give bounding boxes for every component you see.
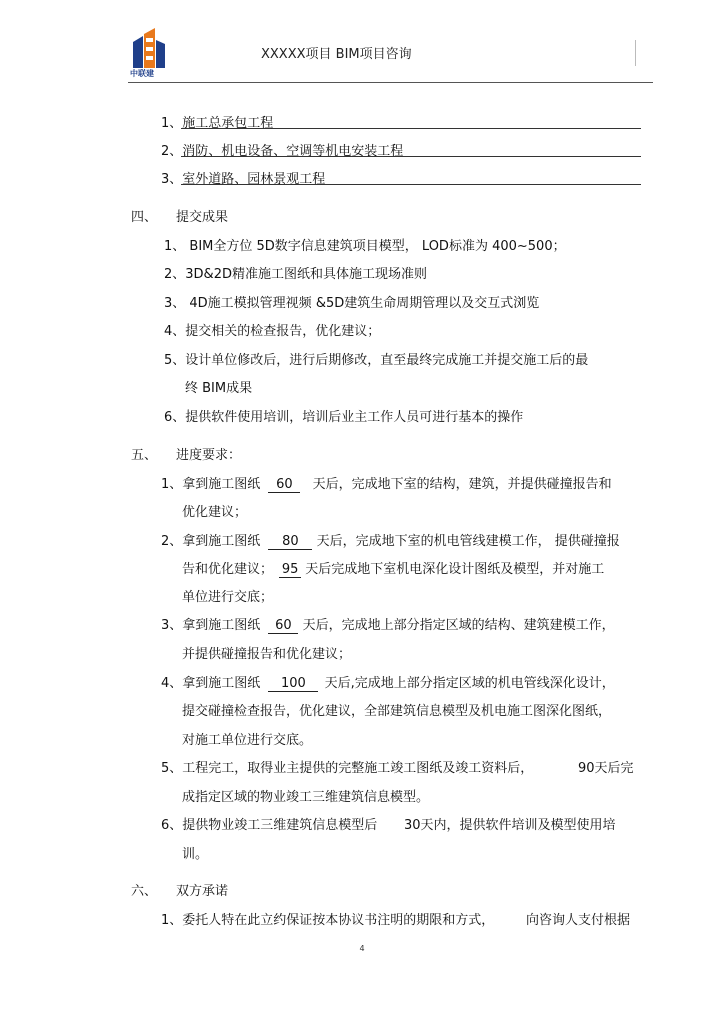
schedule-item-4-text-a: 4、拿到施工图纸 (161, 676, 261, 691)
header-divider (128, 82, 653, 83)
logo-text: 中联建 (130, 69, 154, 78)
schedule-item-3 (161, 614, 615, 634)
section-4-item-5-cont: 终 BIM成果 (185, 381, 253, 396)
schedule-item-5-cont: 成指定区域的物业竣工三维建筑信息模型。 (182, 790, 430, 805)
schedule-item-2-line2 (182, 558, 604, 578)
schedule-item-4-days: 100 (268, 677, 318, 692)
schedule-item-4-cont: 对施工单位进行交底。 (182, 733, 313, 748)
schedule-item-2 (161, 530, 620, 550)
scope-item-3-underline (181, 184, 641, 185)
scope-item-2-underline (181, 156, 641, 157)
schedule-item-6-cont: 训。 (182, 847, 209, 862)
header-title: XXXXX项目 BIM项目咨询 (261, 47, 412, 62)
schedule-item-2-days-2: 95 (279, 563, 301, 578)
schedule-item-6-days: 30天内，提供软件培训及模型使用培 (404, 818, 616, 833)
schedule-item-4 (161, 672, 615, 692)
scope-item-3: 3、室外道路、园林景观工程 (161, 172, 326, 187)
scope-item-1-underline (181, 128, 641, 129)
section-4-item-2: 2、3D&2D精准施工图纸和具体施工现场准则 (164, 267, 427, 282)
page-number: 4 (359, 944, 365, 953)
schedule-item-3-days: 60 (268, 619, 298, 634)
section-4-item-4: 4、提交相关的检查报告，优化建议； (164, 324, 381, 339)
schedule-item-3-text-a: 3、拿到施工图纸 (161, 618, 261, 633)
scope-item-2: 2、消防、机电设备、空调等机电安装工程 (161, 144, 404, 159)
section-4-item-5: 5、设计单位修改后，进行后期修改，直至最终完成施工并提交施工后的最 (164, 353, 589, 368)
schedule-item-1-text-a: 1、拿到施工图纸 (161, 477, 261, 492)
section-4-title: 提交成果 (176, 210, 229, 225)
schedule-item-2-text-d: 天后完成地下室机电深化设计图纸及模型，并对施工 (305, 562, 605, 577)
commitment-item-1: 1、委托人特在此立约保证按本协议书注明的期限和方式， (161, 913, 495, 928)
schedule-item-4-line2: 提交碰撞检查报告，优化建议，全部建筑信息模型及机电施工图深化图纸， (182, 704, 612, 719)
schedule-item-2-text-b: 天后，完成地下室的机电管线建模工作， 提供碰撞报 (316, 534, 620, 549)
schedule-item-2-text-a: 2、拿到施工图纸 (161, 534, 261, 549)
schedule-item-4-text-b: 天后,完成地上部分指定区域的机电管线深化设计， (324, 676, 615, 691)
scope-item-1: 1、施工总承包工程 (161, 116, 274, 131)
schedule-item-6: 6、提供物业竣工三维建筑信息模型后 (161, 818, 378, 833)
schedule-item-3-text-b: 天后，完成地上部分指定区域的结构、建筑建模工作， (302, 618, 615, 633)
section-4-number: 四、 (131, 210, 158, 225)
section-6-title: 双方承诺 (176, 884, 229, 899)
schedule-item-1-text-b: 天后，完成地下室的结构，建筑，并提供碰撞报告和 (312, 477, 612, 492)
section-4-item-6: 6、提供软件使用培训，培训后业主工作人员可进行基本的操作 (164, 410, 524, 425)
schedule-item-1-days: 60 (268, 478, 300, 493)
schedule-item-5: 5、工程完工，取得业主提供的完整施工竣工图纸及竣工资料后， (161, 761, 534, 776)
section-5-number: 五、 (131, 448, 158, 463)
schedule-item-3-cont: 并提供碰撞报告和优化建议； (182, 647, 352, 662)
section-4-item-1: 1、 BIM全方位 5D数字信息建筑项目模型， LOD标准为 400~500； (164, 239, 566, 254)
schedule-item-5-days: 90天后完 (578, 761, 634, 776)
section-4-item-3: 3、 4D施工模拟管理视频 &5D建筑生命周期管理以及交互式浏览 (164, 296, 540, 311)
schedule-item-1 (161, 473, 612, 493)
commitment-item-1-cont: 向咨询人支付根据 (526, 913, 631, 928)
section-5-title: 进度要求： (176, 448, 242, 463)
schedule-item-2-text-c: 告和优化建议； (182, 562, 274, 577)
schedule-item-1-cont: 优化建议； (182, 505, 248, 520)
section-6-number: 六、 (131, 884, 158, 899)
schedule-item-2-cont: 单位进行交底； (182, 590, 274, 605)
schedule-item-2-days: 80 (268, 535, 312, 550)
